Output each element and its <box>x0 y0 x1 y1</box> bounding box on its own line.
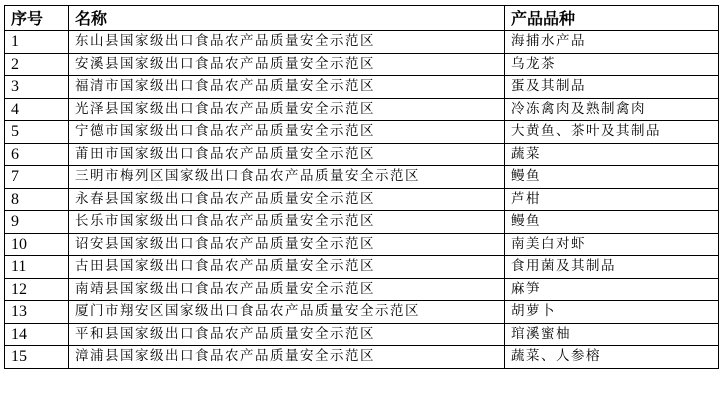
header-product-variety: 产品品种 <box>505 6 719 31</box>
table-row <box>5 188 719 211</box>
zone-name: 安溪县国家级出口食品农产品质量安全示范区 <box>69 53 505 76</box>
table-row <box>5 301 719 324</box>
zone-name: 平和县国家级出口食品农产品质量安全示范区 <box>69 323 505 346</box>
row-number: 9 <box>5 211 69 234</box>
table-row <box>5 323 719 346</box>
table-row <box>5 233 719 256</box>
row-number: 14 <box>5 323 69 346</box>
row-number: 3 <box>5 76 69 99</box>
product-variety: 蔬菜 <box>505 143 719 166</box>
table-row <box>5 31 719 54</box>
row-number: 13 <box>5 301 69 324</box>
table-row <box>5 346 719 369</box>
row-number: 8 <box>5 188 69 211</box>
table-row <box>5 256 719 279</box>
product-variety: 芦柑 <box>505 188 719 211</box>
product-variety: 鳗鱼 <box>505 211 719 234</box>
header-serial-number: 序号 <box>5 6 69 31</box>
zone-name: 厦门市翔安区国家级出口食品农产品质量安全示范区 <box>69 301 505 324</box>
table-row <box>5 166 719 189</box>
row-number: 1 <box>5 31 69 54</box>
zone-name: 古田县国家级出口食品农产品质量安全示范区 <box>69 256 505 279</box>
zone-name: 诏安县国家级出口食品农产品质量安全示范区 <box>69 233 505 256</box>
table-row <box>5 76 719 99</box>
row-number: 4 <box>5 98 69 121</box>
zone-name: 东山县国家级出口食品农产品质量安全示范区 <box>69 31 505 54</box>
zone-name: 三明市梅列区国家级出口食品农产品质量安全示范区 <box>69 166 505 189</box>
product-variety: 鳗鱼 <box>505 166 719 189</box>
header-name: 名称 <box>69 6 505 31</box>
product-variety: 乌龙茶 <box>505 53 719 76</box>
table-row <box>5 53 719 76</box>
header-row <box>5 6 719 31</box>
product-variety: 胡萝卜 <box>505 301 719 324</box>
table-row <box>5 98 719 121</box>
table-row <box>5 211 719 234</box>
product-variety: 琯溪蜜柚 <box>505 323 719 346</box>
zone-name: 长乐市国家级出口食品农产品质量安全示范区 <box>69 211 505 234</box>
zone-name: 福清市国家级出口食品农产品质量安全示范区 <box>69 76 505 99</box>
row-number: 11 <box>5 256 69 279</box>
product-variety: 麻笋 <box>505 278 719 301</box>
product-variety: 冷冻禽肉及熟制禽肉 <box>505 98 719 121</box>
zone-name: 莆田市国家级出口食品农产品质量安全示范区 <box>69 143 505 166</box>
zone-name: 永春县国家级出口食品农产品质量安全示范区 <box>69 188 505 211</box>
row-number: 2 <box>5 53 69 76</box>
zone-name: 南靖县国家级出口食品农产品质量安全示范区 <box>69 278 505 301</box>
table-row <box>5 121 719 144</box>
zone-name: 宁德市国家级出口食品农产品质量安全示范区 <box>69 121 505 144</box>
row-number: 5 <box>5 121 69 144</box>
product-variety: 海捕水产品 <box>505 31 719 54</box>
product-variety: 蔬菜、人参榕 <box>505 346 719 369</box>
row-number: 6 <box>5 143 69 166</box>
product-variety: 蛋及其制品 <box>505 76 719 99</box>
demo-zone-table <box>4 5 719 369</box>
row-number: 10 <box>5 233 69 256</box>
product-variety: 大黄鱼、茶叶及其制品 <box>505 121 719 144</box>
zone-name: 光泽县国家级出口食品农产品质量安全示范区 <box>69 98 505 121</box>
row-number: 12 <box>5 278 69 301</box>
row-number: 7 <box>5 166 69 189</box>
table-row <box>5 278 719 301</box>
product-variety: 南美白对虾 <box>505 233 719 256</box>
table-row <box>5 143 719 166</box>
row-number: 15 <box>5 346 69 369</box>
product-variety: 食用菌及其制品 <box>505 256 719 279</box>
zone-name: 漳浦县国家级出口食品农产品质量安全示范区 <box>69 346 505 369</box>
